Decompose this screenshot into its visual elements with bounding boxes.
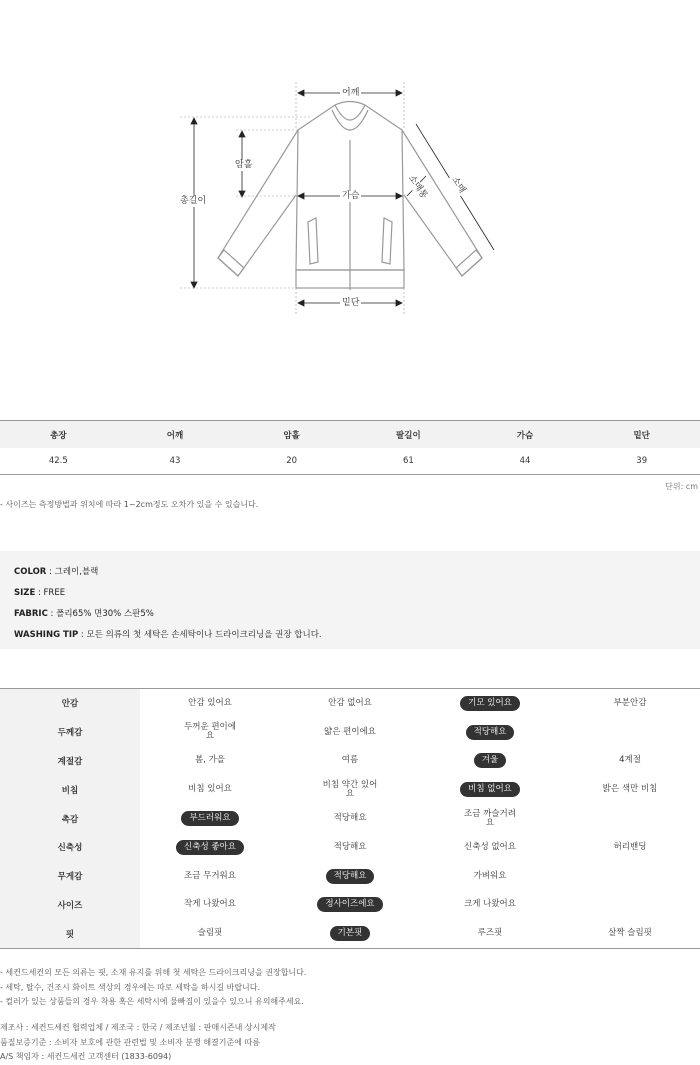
feel-option-cell [140, 785, 280, 794]
feel-option: 조금 무거워요 [184, 870, 236, 881]
feel-row [0, 775, 700, 804]
feel-option: 안감 없어요 [328, 697, 372, 708]
feel-category: 촉감 [0, 804, 140, 833]
care-notes [0, 966, 306, 1010]
feel-option-cell [280, 814, 420, 823]
spec-size-value: FREE [43, 588, 66, 598]
feel-option: 4계절 [619, 755, 641, 766]
feel-category: 계절감 [0, 747, 140, 776]
spec-fabric-value: 폴리65% 면30% 스판5% [56, 609, 154, 619]
feel-option-cell [420, 810, 560, 828]
feel-option-selected: 기본핏 [330, 926, 371, 941]
feel-row [0, 833, 700, 862]
feel-option: 가벼워요 [473, 870, 507, 881]
feel-option: 신축성 없어요 [464, 841, 516, 852]
feel-row [0, 718, 700, 747]
spec-washing: WASHING TIP : 모든 의류의 첫 세탁은 손세탁이나 드라이크리닝을 권장 합니다. [14, 630, 322, 640]
jacket-illustration [0, 0, 700, 330]
size-header-cell: 총장 [50, 430, 67, 441]
feel-option-cell [280, 843, 420, 852]
sleeve-label: 소매 [447, 174, 468, 198]
spec-fabric: FABRIC : 폴리65% 면30% 스판5% [14, 609, 154, 619]
feel-option-cell [280, 869, 420, 884]
feel-option-cell [280, 781, 420, 799]
feel-option: 허리밴딩 [613, 841, 647, 852]
size-value-cell: 42.5 [48, 456, 68, 466]
feel-option: 여름 [341, 755, 359, 766]
size-value-cell: 43 [169, 456, 181, 466]
chest-label: 가슴 [342, 191, 360, 201]
spec-fabric-label: FABRIC [14, 609, 48, 619]
feel-option: 조금 까슬거려요 [464, 808, 516, 828]
spec-color: COLOR : 그레이,블랙 [14, 567, 99, 577]
spec-size-label: SIZE [14, 588, 36, 598]
feel-category: 비침 [0, 775, 140, 804]
hem-label: 밑단 [342, 298, 360, 308]
total-length-label: 총길이 [180, 196, 207, 206]
feel-option-cell [420, 929, 560, 938]
feel-option-cell [140, 929, 280, 938]
feel-row [0, 862, 700, 891]
feel-option-cell [420, 725, 560, 740]
feel-option-cell [140, 756, 280, 765]
feel-option: 크게 나왔어요 [464, 899, 516, 910]
feel-option-selected: 적당해요 [326, 869, 375, 884]
feel-option-cell [140, 699, 280, 708]
size-diagram [0, 0, 700, 330]
feel-option-cell [140, 900, 280, 909]
feel-option: 루즈핏 [477, 928, 503, 939]
feel-option-cell [560, 699, 700, 708]
feel-option-selected: 신축성 좋아요 [176, 840, 244, 855]
feel-option-selected: 기모 있어요 [460, 696, 520, 711]
size-table [0, 420, 700, 475]
size-header-cell: 밑단 [633, 430, 650, 441]
size-value-cell: 44 [519, 456, 531, 466]
feel-option-cell [420, 843, 560, 852]
feel-option-cell [280, 728, 420, 737]
feel-option: 적당해요 [333, 813, 367, 824]
feel-option-cell [560, 756, 700, 765]
care-note: - 세탁, 탈수, 건조시 화이트 색상의 경우에는 따로 세탁을 하시길 바랍니다. [0, 982, 261, 992]
feel-option: 부분안감 [613, 697, 647, 708]
feel-option: 작게 나왔어요 [184, 899, 236, 910]
spec-washing-label: WASHING TIP [14, 630, 79, 640]
feel-option-cell [280, 699, 420, 708]
feel-row [0, 689, 700, 718]
size-header-cell: 암홀 [283, 430, 300, 441]
feel-option-cell [560, 929, 700, 938]
spec-box [0, 551, 700, 649]
size-value-cell: 20 [286, 456, 298, 466]
feel-option: 비침 약간 있어요 [322, 779, 378, 799]
feel-category: 두께감 [0, 718, 140, 747]
armhole-label: 암홀 [235, 160, 253, 170]
sleeve-width-label: 소매통 [404, 172, 430, 203]
feel-table [0, 688, 700, 949]
feel-option: 봄, 가을 [194, 755, 226, 766]
feel-option-cell [420, 753, 560, 768]
size-header-cell: 어깨 [166, 430, 184, 441]
feel-option-cell [280, 897, 420, 912]
feel-option-cell [140, 840, 280, 855]
feel-option-cell [420, 872, 560, 881]
size-table-values [0, 448, 700, 474]
feel-option-cell [420, 900, 560, 909]
size-value-cell: 61 [402, 456, 414, 466]
feel-row [0, 747, 700, 776]
feel-option-cell [140, 872, 280, 881]
feel-category: 안감 [0, 689, 140, 718]
feel-category: 무게감 [0, 862, 140, 891]
size-value-cell: 39 [636, 456, 648, 466]
feel-category: 핏 [0, 919, 140, 948]
feel-option: 비침 있어요 [188, 784, 232, 795]
feel-row [0, 891, 700, 920]
feel-option: 밝은 색만 비침 [602, 784, 658, 795]
size-header-cell: 팔길이 [396, 430, 421, 441]
feel-option-cell [420, 782, 560, 797]
spec-color-value: 그레이,블랙 [54, 567, 99, 577]
feel-option: 슬림핏 [197, 928, 223, 939]
spec-size: SIZE : FREE [14, 588, 66, 598]
feel-option-selected: 비침 없어요 [460, 782, 520, 797]
feel-option-cell [560, 843, 700, 852]
feel-option-selected: 겨울 [474, 753, 506, 768]
feel-option-cell [420, 696, 560, 711]
feel-option-selected: 적당해요 [466, 725, 515, 740]
feel-option: 두꺼운 편이에요 [184, 722, 236, 742]
feel-option-cell [280, 756, 420, 765]
feel-option-cell [280, 926, 420, 941]
feel-row [0, 804, 700, 833]
spec-color-label: COLOR [14, 567, 47, 577]
spec-washing-value: 모든 의류의 첫 세탁은 손세탁이나 드라이크리닝을 권장 합니다. [86, 630, 322, 640]
size-header-cell: 가슴 [516, 430, 534, 441]
maker-info-line: A/S 책임자 : 세컨드세컨 고객센터 (1833-6094) [0, 1052, 172, 1061]
feel-row [0, 919, 700, 948]
feel-option-cell [560, 785, 700, 794]
feel-option: 적당해요 [333, 841, 367, 852]
feel-category: 신축성 [0, 833, 140, 862]
feel-option-selected: 정사이즈에요 [317, 897, 382, 912]
feel-option: 살짝 슬림핏 [608, 928, 652, 939]
size-note: - 사이즈는 측정방법과 위치에 따라 1~2cm정도 오차가 있을 수 있습니다. [0, 500, 259, 509]
care-note: - 컬러가 있는 상품들의 경우 착용 혹은 세탁시에 물빠짐이 있을수 있으니 유의해주세요. [0, 997, 304, 1006]
unit-label: 단위: cm [665, 482, 698, 491]
size-table-header [0, 421, 700, 448]
feel-category: 사이즈 [0, 891, 140, 920]
maker-info-line: 품질보증기준 : 소비자 보호에 관한 관련법 및 소비자 분쟁 해결기준에 따름 [0, 1037, 260, 1047]
feel-option-cell [140, 811, 280, 826]
maker-info-line: 제조사 : 세컨드세컨 협력업체 / 제조국 : 한국 / 제조년월 : 판매시즌내 상시제작 [0, 1023, 276, 1032]
feel-option-selected: 부드러워요 [181, 811, 238, 826]
feel-option-cell [140, 723, 280, 741]
shoulder-label: 어깨 [342, 88, 360, 98]
feel-option: 안감 있어요 [188, 697, 232, 708]
care-note: - 세컨드세컨의 모든 의류는 핏, 소재 유지를 위해 첫 세탁은 드라이크리닝을 권장합니다. [0, 968, 307, 977]
maker-info [0, 1021, 276, 1065]
feel-option: 얇은 편이에요 [324, 726, 376, 737]
